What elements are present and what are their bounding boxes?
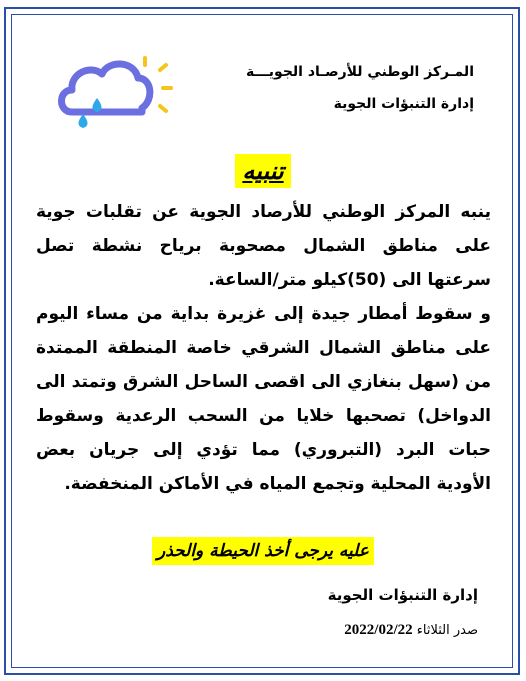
header-org-name: المـركز الوطني للأرصـاد الجويـــة xyxy=(245,64,474,80)
header-department: إدارة التنبؤات الجوية xyxy=(333,96,474,112)
signature-department: إدارة التنبؤات الجوية xyxy=(327,586,478,604)
issued-date: 2022/02/22 xyxy=(344,622,413,638)
weather-cloud-rain-sun-icon xyxy=(50,50,174,142)
issued-line xyxy=(344,622,478,639)
alert-body xyxy=(36,195,491,501)
alert-paragraph-wind: ينبه المركز الوطني للأرصاد الجوية عن تقلبات جوية على مناطق الشمال مصحوبة برياح نشطة تصل سرعتها الى (50)كيلو متر/الساعة. xyxy=(36,202,491,290)
alert-heading: تنبيه xyxy=(235,154,290,188)
issued-label: صدر الثلاثاء xyxy=(416,623,478,638)
alert-paragraph-rain: و سقوط أمطار جيدة إلى غزيرة بداية من مساء اليوم على مناطق الشمال الشرقي خاصة المنطقة الممتدة من (سهل بنغازي الى اقصى الساحل الشرق وتمتد الى الدواخل) تصحبها خلايا من السحب الرعدية وسقوط حبات البرد (التبروري) مما تؤدي إلى جريان بعض الأودية المحلية وتجمع المياه في الأماكن المنخفضة. xyxy=(36,304,491,494)
heading-container xyxy=(0,154,526,188)
call-to-action: عليه يرجى أخذ الحيطة والحذر xyxy=(152,537,374,565)
call-to-action-container xyxy=(0,537,526,565)
